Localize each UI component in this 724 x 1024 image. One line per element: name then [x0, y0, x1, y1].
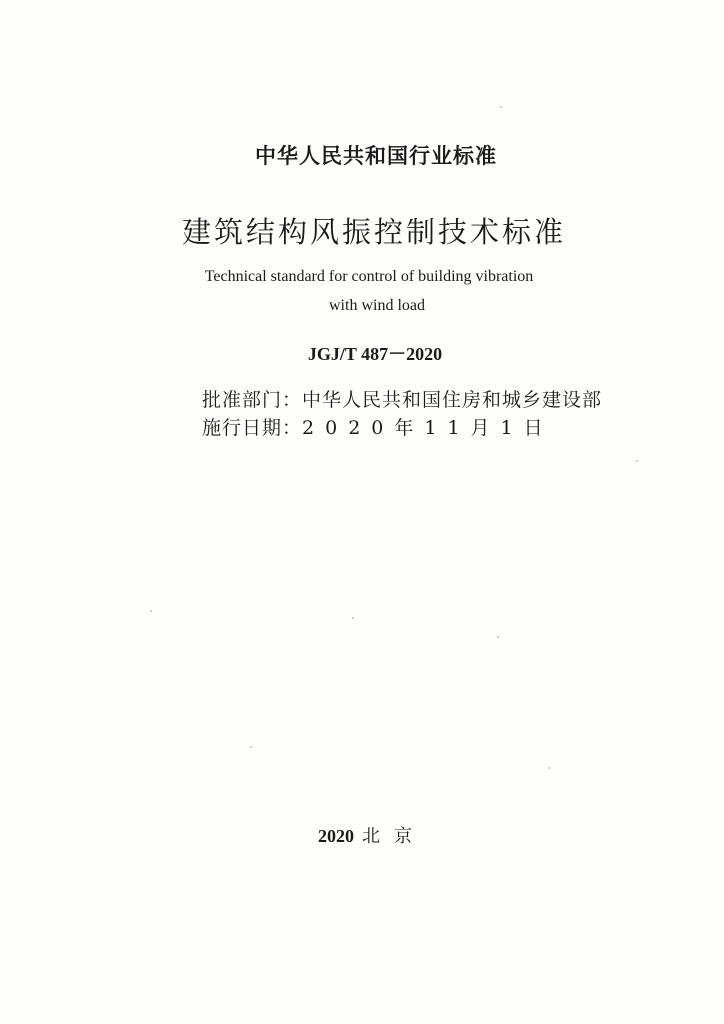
document-title-english-line2: with wind load	[329, 297, 425, 314]
scan-speck	[150, 610, 152, 612]
approval-department-row	[202, 385, 602, 412]
effective-date-value: 2020年11月1日	[302, 417, 554, 439]
document-title-english-line1: Technical standard for control of building vibration	[204, 268, 534, 285]
scan-speck	[636, 460, 638, 462]
scan-speck	[500, 106, 502, 108]
approval-department-label: 批准部门：	[202, 389, 303, 411]
scan-speck	[497, 636, 499, 638]
scan-speck	[548, 767, 550, 769]
publication-line	[0, 822, 724, 848]
standard-number: JGJ/T 487－2020	[307, 344, 443, 364]
standard-series-heading: 中华人民共和国行业标准	[255, 144, 497, 168]
scan-speck	[250, 746, 252, 748]
approval-department-value: 中华人民共和国住房和城乡建设部	[302, 389, 603, 411]
effective-date-label: 施行日期：	[202, 417, 303, 439]
document-title-chinese: 建筑结构风振控制技术标准	[181, 215, 566, 249]
publication-city: 北京	[362, 826, 426, 847]
effective-date-row	[202, 413, 554, 440]
scan-speck	[352, 617, 354, 619]
publication-year: 2020	[318, 826, 354, 846]
